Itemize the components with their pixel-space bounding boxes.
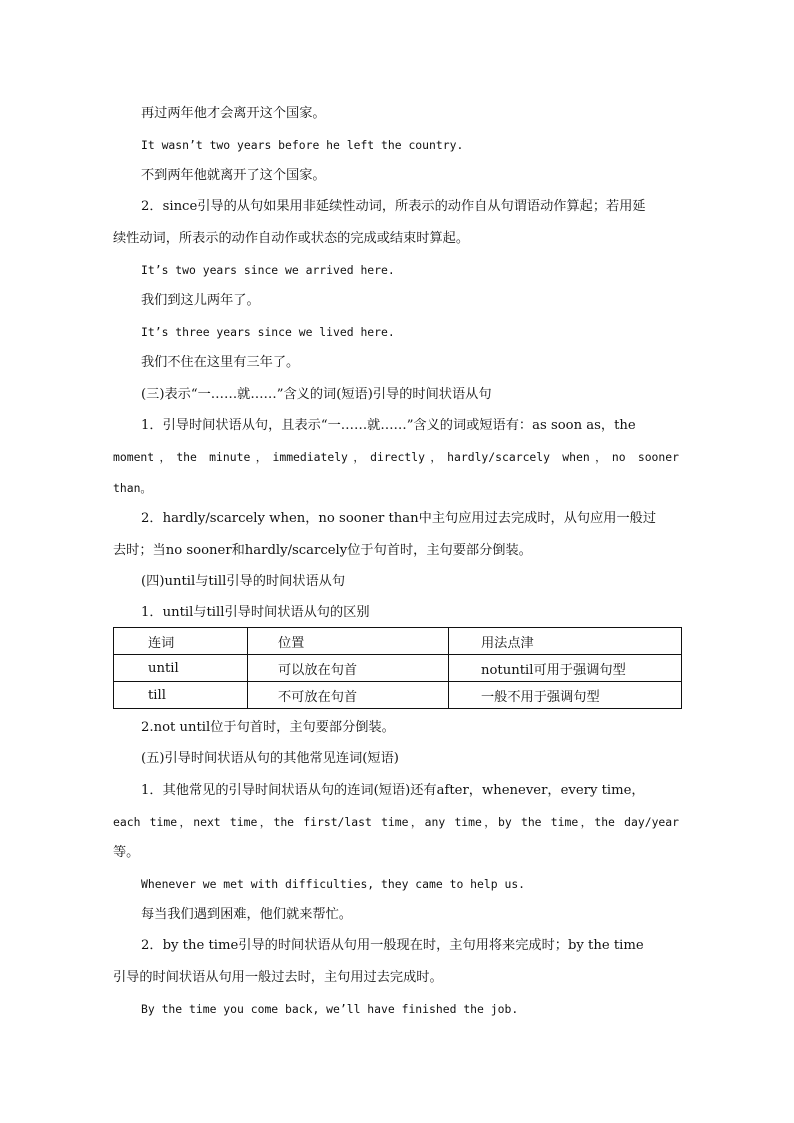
table-cell: 一般不用于强调句型 — [449, 682, 682, 709]
table-cell: notuntil可用于强调句型 — [449, 655, 682, 682]
rule-paragraph-line: 去时；当no sooner和hardly/scarcely位于句首时，主句要部分倒装。 — [113, 543, 532, 558]
section-heading: (三)表示“一……就……”含义的词(短语)引导的时间状语从句 — [141, 387, 492, 402]
example-chinese-sentence: 我们到这儿两年了。 — [141, 293, 260, 308]
example-chinese-sentence: 每当我们遇到困难，他们就来帮忙。 — [141, 907, 352, 922]
rule-paragraph-line: 2．by the time引导的时间状语从句用一般现在时，主句用将来完成时；by the time — [141, 938, 644, 953]
table-cell: 不可放在句首 — [248, 682, 449, 709]
table-cell: 可以放在句首 — [248, 655, 449, 682]
example-english-sentence: Whenever we met with difficulties, they came to help us. — [141, 877, 526, 891]
rule-paragraph-line: moment，the minute，immediately，directly，hardly/scarcely when，no sooner — [113, 450, 679, 464]
table-row — [114, 682, 682, 709]
rule-paragraph-line: than。 — [113, 481, 152, 495]
example-english-sentence: It’s two years since we arrived here. — [141, 263, 395, 277]
example-chinese-sentence: 再过两年他才会离开这个国家。 — [141, 106, 326, 121]
table-cell: till — [114, 682, 248, 709]
rule-paragraph-line: 等。 — [113, 845, 140, 860]
table-caption: 1．until与till引导时间状语从句的区别 — [141, 605, 370, 620]
section-heading: (五)引导时间状语从句的其他常见连词(短语) — [141, 751, 399, 766]
rule-paragraph-line: 引导的时间状语从句用一般过去时，主句用过去完成时。 — [113, 970, 443, 985]
example-chinese-sentence: 不到两年他就离开了这个国家。 — [141, 168, 326, 183]
section-heading: (四)until与till引导的时间状语从句 — [141, 574, 346, 589]
example-english-sentence: By the time you come back, we’ll have finished the job. — [141, 1002, 519, 1016]
rule-paragraph-line: 续性动词，所表示的动作自动作或状态的完成或结束时算起。 — [113, 231, 470, 246]
table-header-row — [114, 628, 682, 655]
comparison-table — [113, 627, 682, 709]
rule-paragraph-line: each time，next time，the first/last time，any time，by the time，the day/year — [113, 815, 679, 829]
rule-paragraph-line: 1．引导时间状语从句，且表示“一……就……”含义的词或短语有：as soon as，the — [141, 418, 636, 433]
table-header-cell: 位置 — [248, 628, 449, 655]
table-header-cell: 连词 — [114, 628, 248, 655]
table-header-cell: 用法点津 — [449, 628, 682, 655]
example-english-sentence: It’s three years since we lived here. — [141, 325, 395, 339]
table-cell: until — [114, 655, 248, 682]
example-chinese-sentence: 我们不住在这里有三年了。 — [141, 355, 300, 370]
rule-paragraph-line: 1．其他常见的引导时间状语从句的连词(短语)还有after，whenever，every time， — [141, 783, 645, 798]
rule-paragraph-line: 2.not until位于句首时，主句要部分倒装。 — [141, 720, 395, 735]
rule-paragraph-line: 2．since引导的从句如果用非延续性动词，所表示的动作自从句谓语动作算起；若用延 — [141, 199, 646, 214]
rule-paragraph-line: 2．hardly/scarcely when，no sooner than中主句应用过去完成时，从句应用一般过 — [141, 511, 657, 526]
example-english-sentence: It wasn’t two years before he left the country. — [141, 138, 464, 152]
table-row — [114, 655, 682, 682]
